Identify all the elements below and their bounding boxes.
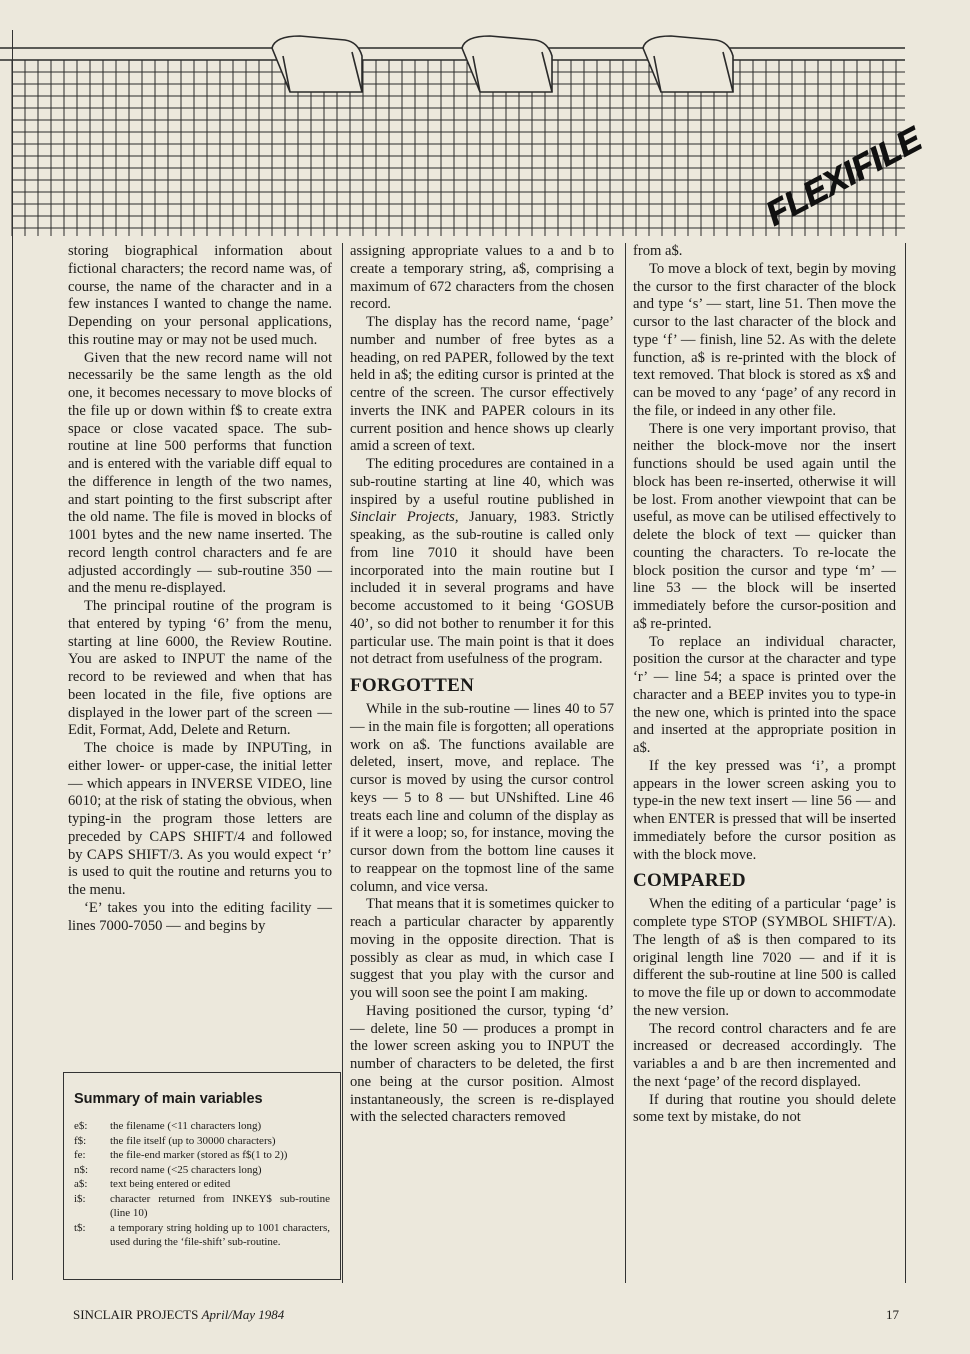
svg-text:FLEXIFILE: FLEXIFILE	[759, 120, 928, 234]
paragraph: from a$.	[633, 243, 683, 259]
variable-row	[74, 1192, 330, 1221]
variable-row	[74, 1119, 330, 1134]
paragraph-text: The editing procedures are contained in a sub-routine starting at line 40, which was inspired by a useful routine published in	[350, 456, 614, 508]
paragraph: The principal routine of the program is that entered by typing ‘6’ from the menu, starting at line 6000, the Review Routine. You are asked to INPUT the name of the record to be reviewed and when that has been located in the file, five options are displayed in the lower part of the screen — Edit, Format, Add, Delete and Return.	[68, 598, 332, 739]
paragraph: storing biographical information about fictional characters; the record name was, of course, the name of the character and in a few instances I wanted to change the name. Depending on your personal applications, this routine may or may not be used much.	[68, 243, 332, 348]
variable-row	[74, 1134, 330, 1149]
text-column-2	[350, 243, 614, 1127]
summary-title: Summary of main variables	[74, 1091, 263, 1107]
publication-title: Sinclair Projects,	[350, 509, 459, 526]
paragraph: That means that it is sometimes quicker to reach a particular character by apparently moving in the opposite direction. That is possibly as clear as mud, in which case I suggest that you play with the cursor and you will soon see the point I am making.	[350, 896, 614, 1001]
variable-description: the file-end marker (stored as f$(1 to 2))	[110, 1149, 288, 1161]
column-rule-2	[625, 243, 626, 1283]
variable-name: a$:	[74, 1178, 88, 1190]
paragraph: If the key pressed was ‘i’, a prompt appears in the lower screen asking you to type-in the new text insert — line 56 — and when ENTER is pressed that will be inserted immediately before the cursor position as with the block move.	[633, 757, 896, 863]
paragraph: The record control characters and fe are increased or decreased accordingly. The variables a and b are then incremented and the next ‘page’ of the record displayed.	[633, 1020, 896, 1090]
paragraph: To move a block of text, begin by moving the cursor to the first character of the block and type ‘s’ — start, line 51. Then move the cursor to the last character of the block and type ‘f’ — finish, line 52. As with the delete function, a$ is re-printed with the block of text removed. That block is stored as x$ and can be moved to any ‘page’ of any record in the file, or indeed in any other file.	[633, 260, 896, 419]
paragraph: There is one very important proviso, that neither the block-move nor the insert functions should be used again until the block has been re-inserted, otherwise it will be lost. From another viewpoint that can be useful, as move can be utilised effectively to delete the block of text — quicker than counting the characters. To re-locate the block position the cursor and type ‘m’ — line 53 — the block will be inserted immediately before the cursor-position and a$ re-printed.	[633, 420, 896, 632]
section-heading-forgotten: FORGOTTEN	[350, 675, 475, 696]
variable-name: n$:	[74, 1163, 89, 1176]
paragraph	[350, 456, 614, 669]
paragraph: assigning appropriate values to a and b to create a temporary string, a$, comprising a maximum of 672 characters from the chosen record.	[350, 243, 614, 313]
paragraph: To replace an individual character, position the cursor at the character and type ‘r’ — line 54; a space is printed over the character and a BEEP invites you to type-in the new one, which is printed into the space and inserted at the appropriate position in a$.	[633, 633, 896, 756]
variable-row	[74, 1148, 330, 1163]
text-column-1	[68, 243, 332, 935]
variable-description: record name (<25 characters long)	[110, 1163, 262, 1176]
variable-description: the file itself (up to 30000 characters)	[110, 1134, 276, 1147]
paragraph: The choice is made by INPUTing, in either lower- or upper-case, the initial letter — which appears in INVERSE VIDEO, line 6010; at the risk of stating the obvious, when typing-in the program those letters are preceded by CAPS SHIFT/4 and followed by CAPS SHIFT/3. As you would expect ‘r’ is used to quit the routine and returns you to the menu.	[68, 740, 332, 898]
page-left-rule	[12, 30, 13, 1280]
summary-variables-box	[63, 1072, 341, 1280]
magazine-name: SINCLAIR PROJECTS	[73, 1307, 199, 1322]
variable-name: t$:	[74, 1221, 86, 1234]
paragraph: Having positioned the cursor, typing ‘d’ — delete, line 50 — produces a prompt in the lower screen asking you to INPUT the number of characters to be deleted, the first one being at the cursor position. Almost instantaneously, the screen is re-displayed with the selected characters removed	[350, 1002, 614, 1126]
paragraph: When the editing of a particular ‘page’ is complete type STOP (SYMBOL SHIFT/A). The length of a$ is then compared to its original length line 7020 — and if it is different the sub-routine at line 500 is called to move the file up or down to accommodate the new version.	[633, 896, 896, 1019]
footer-magazine	[73, 1307, 284, 1323]
variable-description: character returned from INKEY$ sub-routine (line 10)	[110, 1192, 330, 1219]
paragraph: ‘E’ takes you into the editing facility — lines 7000-7050 — and begins by	[68, 899, 332, 934]
text-column-3	[633, 243, 896, 1127]
variable-name: f$:	[74, 1134, 87, 1147]
section-heading-compared: COMPARED	[633, 870, 746, 892]
page-number: 17	[886, 1307, 899, 1322]
variable-row	[74, 1221, 330, 1250]
variable-row	[74, 1163, 330, 1178]
variable-name: fe:	[74, 1149, 86, 1161]
variable-description: the filename (<11 characters long)	[110, 1120, 262, 1132]
paragraph: The display has the record name, ‘page’ number and number of free bytes as a heading, on red PAPER, followed by the text held in a$; the editing cursor is printed at the centre of the screen. The cursor effectively inverts the INK and PAPER colours in its current position and hence shows up clearly amid a screen of text.	[350, 314, 614, 455]
paragraph-text: January, 1983. Strictly speaking, as the sub-routine is called only from line 7010 it should have been incorporated into the main routine but I included it in several programs and have become accustomed to it being ‘GOSUB 40’, so did not bother to renumber it for this particular use. The main point is that it does not detract from usefulness of the program.	[350, 509, 614, 668]
paragraph: If during that routine you should delete some text by mistake, do not	[633, 1091, 896, 1126]
variable-row	[74, 1177, 330, 1192]
column-rule-1	[342, 243, 343, 1283]
variable-name: i$:	[74, 1192, 86, 1205]
issue-date: April/May 1984	[201, 1307, 285, 1322]
column-rule-3	[905, 243, 906, 1283]
paragraph: While in the sub-routine — lines 40 to 57 — in the main file is forgotten; all operations work on a$. The functions available are deleted, insert, move, and replace. The cursor is moved by using the cursor control keys — 5 to 8 — but UNshifted. Line 46 treats each line and column of the display as if it were a loop; so, for instance, moving the cursor down from the bottom line causes it to reappear on the topmost line of the same column, and vice versa.	[350, 701, 614, 895]
variable-name: e$:	[74, 1120, 88, 1132]
paragraph: Given that the new record name will not necessarily be the same length as the old one, it becomes necessary to move blocks of the file up or down within f$ to create extra space or close vacated space. The sub-routine at line 500 performs that function and is entered with the variable diff equal to the difference in length of the two names, and start pointing to the first subscript after the old name. The file is moved in blocks of 1001 bytes and the new name inserted. The record length control characters and fe are adjusted accordingly — sub-routine 350 — and the menu re-displayed.	[68, 349, 332, 597]
variable-description: text being entered or edited	[110, 1178, 231, 1190]
variable-description: a temporary string holding up to 1001 characters, used during the ‘file-shift’ sub-routine.	[110, 1221, 330, 1248]
flexifile-logo	[738, 100, 928, 234]
